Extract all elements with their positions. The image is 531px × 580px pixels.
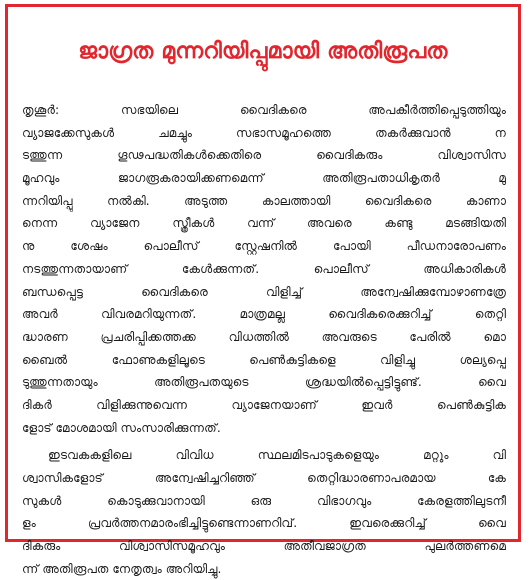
article-line: ടുത്തുന്നതായും അതിരൂപതയുടെ ശ്രദ്ധയിൽപ്പെട്ടിട്ടുണ്ട്. വൈ	[22, 375, 506, 390]
article-line: ദികരും വിശ്വാസിസമൂഹവും അതീവജാഗ്രത പുലർത്തണമെ	[22, 539, 506, 554]
news-clipping	[5, 4, 521, 576]
article-line: ളോട് മോശമായി സംസാരിക്കുന്നത്.	[22, 420, 221, 435]
article-line: ന്ന് അതിരൂപത നേതൃത്വം അറിയിച്ചു.	[22, 561, 222, 576]
article-line: വ്യാജക്കേസുകൾ ചമച്ചും സഭാസമൂഹത്തെ തകർക്കുവാൻ ന	[22, 125, 506, 140]
article-line: ദ്ധാരണ പ്രചരിപ്പിക്കത്തക്ക വിധത്തിൽ അവരുടെ പേരിൽ മൊ	[22, 329, 506, 344]
article-body	[22, 99, 506, 580]
article-line: ബൈൽ ഫോണുകളിലൂടെ പെൺകുട്ടികളെ വിളിച്ചു ശല്യപ്പെ	[22, 352, 506, 367]
article-line: നെന്ന വ്യാജേന സ്ത്രീകൾ വന്ന് അവരെ കണ്ടു മടങ്ങിയതി	[22, 216, 506, 231]
article-line: നു ശേഷം പൊലീസ് സ്റ്റേഷനിൽ പോയി പീഡനാരോപണം	[22, 239, 506, 254]
paragraph-1	[22, 99, 506, 439]
article-line: തൃശൂർ: സഭയിലെ വൈദികരെ അപകീർത്തിപ്പെടുത്തിയും	[22, 103, 506, 117]
headline: ജാഗ്രത മുന്നറിയിപ്പുമായി അതിരൂപത	[78, 39, 448, 64]
article-line: ന്നറിയിപ്പു നൽകി. അടുത്ത കാലത്തായി വൈദികരെ കാണാ	[22, 193, 506, 208]
article-line: ബന്ധപ്പെട്ട വൈദികരെ വിളിച്ച് അന്വേഷിക്കുമ്പോഴാണത്രേ	[22, 284, 506, 299]
article-line: നടത്തുന്നതായാണ് കേൾക്കുന്നത്. പൊലീസ് അധികാരികൾ	[22, 261, 506, 276]
article-line: സുകൾ കൊടുക്കുവാനായി ഒരു വിഭാഗവും കേരളത്തിലുടനീ	[22, 493, 506, 508]
article-line: ടത്തുന്ന ഗൂഢപദ്ധതികൾക്കെതിരെ വൈദികരും വിശ്വാസിസ	[22, 148, 506, 163]
article-line: ദികർ വിളിക്കുന്നുവെന്ന വ്യാജേനയാണ് ഇവർ പെൺകുട്ടിക	[22, 397, 506, 412]
article-line: ളം പ്രവർത്തനമാരംഭിച്ചിട്ടുണ്ടെന്നാണറിവ്. ഇവരെക്കുറിച്ച് വൈ	[22, 516, 506, 531]
article-line: ഇടവകകളിലെ വിവിധ സ്ഥലമിടപാടുകളെയും മറ്റും വി	[48, 448, 506, 463]
article-line: മൂഹവും ജാഗരൂകരായിക്കണമെന്ന് അതിരൂപതാധികൃതർ മു	[22, 171, 506, 186]
paragraph-2	[22, 444, 506, 580]
article-line: അവർ വിവരമറിയുന്നത്. മാത്രമല്ല വൈദികരെക്കുറിച്ച് തെറ്റി	[22, 307, 506, 322]
article-line: ശ്വാസികളോട് അന്വേഷിച്ചറിഞ്ഞ് തെറ്റിദ്ധാരണാപരമായ കേ	[22, 471, 506, 485]
